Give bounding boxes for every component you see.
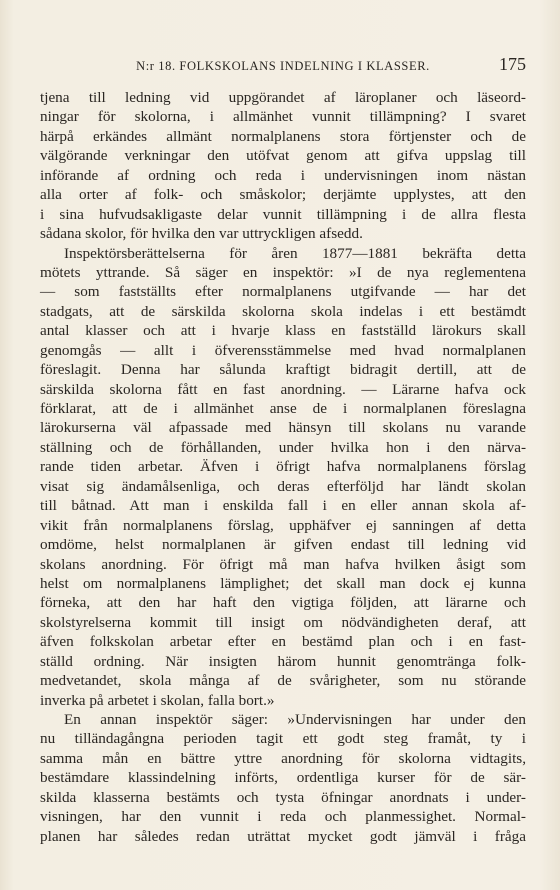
text-line: förneka, att den har haft den vigtiga följden, att lärarne och [40, 594, 526, 612]
text-line: antal klasser och att i hvarje klass en fastställd lärokurs skall [40, 322, 526, 340]
text-line: välgörande verkningar den utöfvat genom att gifva uppslag till [40, 147, 526, 165]
running-title: N:r 18. FOLKSKOLANS INDELNING I KLASSER. [136, 59, 430, 73]
text-line: lärokurserna väl afpassade med hänsyn till skolans nu varande [40, 419, 526, 437]
text-line: genomgås — allt i öfverensstämmelse med hvad normalplanen [40, 341, 526, 359]
text-line: mötets yttrande. Så säger en inspektör: »I de nya reglementena [40, 263, 526, 281]
text-line: äfven folkskolan arbetar efter en bestämd plan och i en fast- [40, 633, 526, 651]
text-line: En annan inspektör säger: »Undervisningen har under den [64, 711, 526, 728]
text-line: skolstyrelserna kommit till insigt om nödvändigheten deraf, att [40, 613, 526, 631]
text-line: skolans anordning. För öfrigt må man hafva hvilken åsigt som [40, 555, 526, 573]
text-line: skilda klasserna bestämts och tysta öfningar anordnats i under- [40, 788, 526, 806]
text-line: planen har således redan uträttat mycket godt jämväl i fråga [40, 827, 526, 845]
page-header [40, 54, 526, 76]
text-line: visningen, har den vunnit i reda och planmessighet. Normal- [40, 808, 526, 826]
text-line: nu tilländagångna perioden tagit ett godt steg framåt, ty i [40, 730, 526, 748]
text-line: helst om normalplanens lämplighet; det skall man dock ej kunna [40, 574, 526, 592]
text-line: särskilda skolorna fått en fast anordning. — Lärarne hafva ock [40, 380, 526, 398]
text-line: inverka på arbetet i skolan, falla bort.» [40, 691, 275, 709]
text-line: härpå erkändes allmänt normalplanens stora förtjenster och de [40, 127, 526, 145]
text-line: ningar för skolorna, i allmänhet vunnit tillämpning? I svaret [40, 108, 526, 126]
text-line: tjena till ledning vid uppgörandet af läroplaner och läseord- [40, 89, 526, 106]
text-line: ställd ordning. När insigten härom hunnit genomtränga folk- [40, 652, 526, 670]
text-line: vikit från normalplanens förslag, upphäfver ej sanningen af detta [40, 516, 526, 534]
text-line: stadgats, att de särskilda skolorna skola indelas i ett bestämdt [40, 302, 526, 320]
text-line: alla orter af folk- och småskolor; derjämte upplystes, att den [40, 186, 526, 204]
text-line: visat sig ändamålsenliga, och deras efterföljd har ländt skolan [40, 477, 526, 495]
text-line: omdöme, helst normalplanen är gifven endast till ledning vid [40, 536, 526, 554]
text-line: till båtnad. Att man i enskilda fall i en eller annan skola af- [40, 497, 526, 515]
text-line: i sina hufvudsakligaste delar vunnit tillämpning i de allra flesta [40, 205, 526, 223]
text-line: Inspektörsberättelserna för åren 1877—1881 bekräfta detta [64, 244, 526, 262]
page-number: 175 [499, 54, 526, 74]
text-line: sådana skolor, för hvilka den var uttryckligen afsedd. [40, 225, 363, 243]
text-line: ställning och de förhållanden, under hvilka hon i den närva- [40, 438, 526, 456]
body-text [40, 88, 526, 846]
text-line: samma mån en bättre yttre anordning för skolorna vidtagits, [40, 749, 526, 767]
text-line: — som fastställts efter normalplanens utgifvande — har det [40, 283, 526, 301]
text-line: rande tiden arbetar. Äfven i öfrigt hafva normalplanens förslag [40, 458, 526, 476]
text-line: föreslagit. Denna har sålunda kraftigt bidragit dertill, att de [40, 361, 526, 379]
text-line: medvetandet, skola många af de svårigheter, som nu störande [40, 672, 526, 690]
text-line: bestämdare klassindelning införts, ordentliga kurser för de sär- [40, 769, 526, 787]
text-line: införande af ordning och reda i undervisningen inom nästan [40, 166, 526, 184]
text-line: förklarat, att de i allmänhet anse de i normalplanen föreslagna [40, 400, 526, 417]
